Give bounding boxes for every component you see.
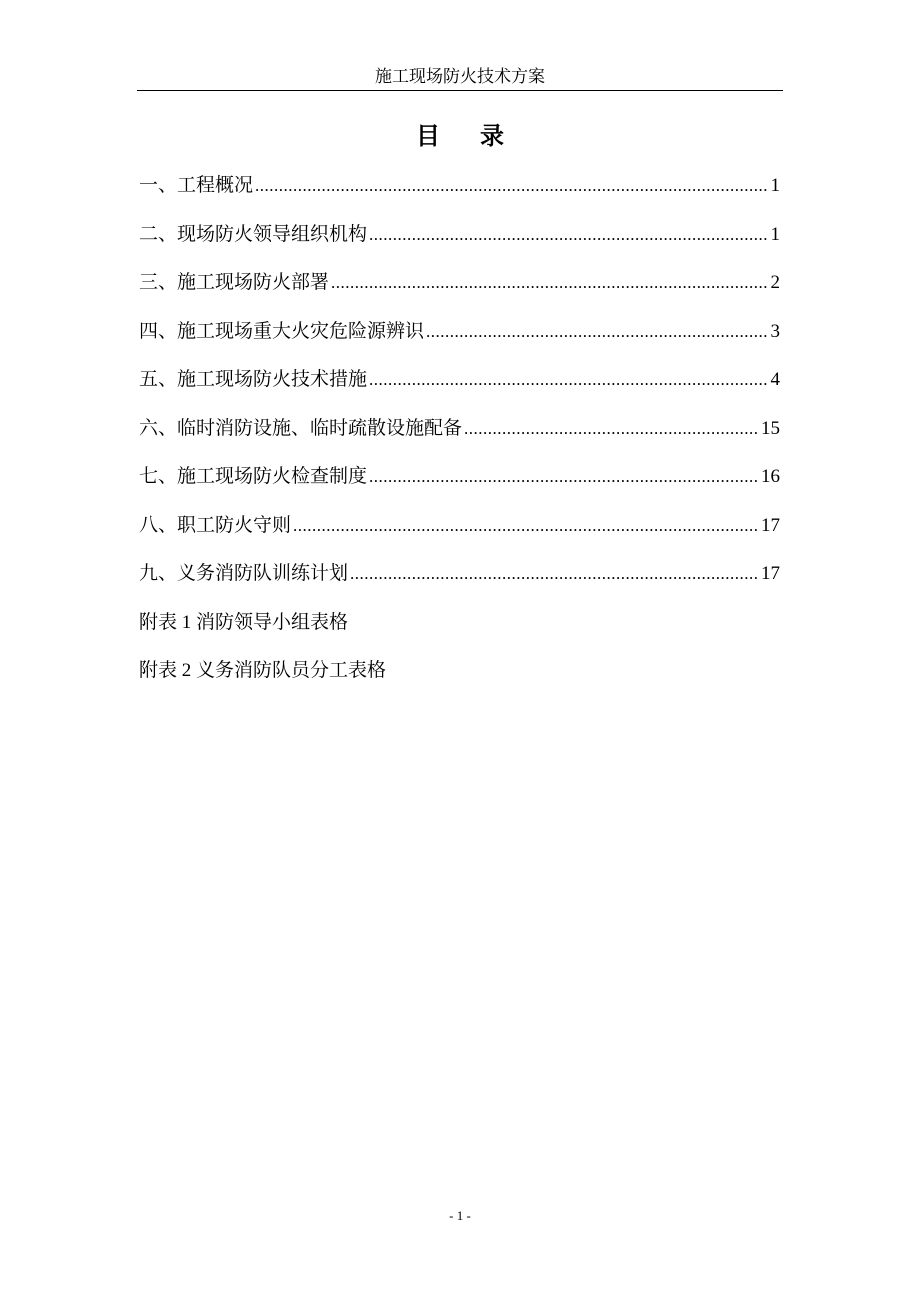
- toc-entry-page: 17: [761, 563, 780, 584]
- toc-entry-page: 15: [761, 417, 780, 439]
- appendix-number: [177, 612, 196, 633]
- toc-entry-label: 九、义务消防队训练计划: [139, 562, 349, 584]
- toc-entry-technical-measures[interactable]: [139, 360, 780, 409]
- toc-entry-organization[interactable]: [139, 215, 780, 264]
- toc-entry-overview[interactable]: [139, 166, 780, 215]
- toc-entry-training-plan[interactable]: [139, 554, 780, 603]
- toc-entry-label: 七、施工现场防火检查制度: [139, 465, 368, 487]
- appendix-number: [177, 660, 196, 681]
- appendix-label: 消防领导小组表格: [196, 610, 349, 633]
- toc-list: [139, 166, 780, 700]
- toc-appendix-2[interactable]: [139, 651, 780, 700]
- toc-entry-page: 16: [761, 466, 780, 487]
- toc-entry-hazard-identification[interactable]: [139, 312, 780, 361]
- toc-entry-inspection-system[interactable]: [139, 457, 780, 506]
- toc-entry-label: 六、临时消防设施、临时疏散设施配备: [139, 416, 463, 439]
- page-header: [137, 64, 783, 91]
- appendix-prefix: 附表: [139, 659, 178, 681]
- toc-dot-leader: [369, 458, 759, 496]
- appendix-number-value: 2: [181, 660, 192, 681]
- toc-dot-leader: [369, 361, 768, 399]
- appendix-prefix: 附表: [139, 610, 178, 633]
- toc-appendix-1[interactable]: [139, 603, 780, 652]
- toc-entry-page: 3: [770, 320, 780, 342]
- toc-entry-label: 四、施工现场重大火灾危险源辨识: [139, 319, 425, 342]
- toc-entry-label: 八、职工防火守则: [139, 513, 292, 536]
- toc-entry-label: 一、工程概况: [139, 174, 254, 196]
- toc-entry-label: 五、施工现场防火技术措施: [139, 368, 368, 390]
- toc-entry-page: 2: [770, 272, 780, 293]
- toc-entry-temporary-facilities[interactable]: [139, 409, 780, 458]
- toc-dot-leader: [255, 167, 768, 205]
- page-footer: [0, 1206, 920, 1226]
- toc-title: [0, 118, 920, 154]
- header-title: 施工现场防火技术方案: [375, 67, 545, 87]
- toc-dot-leader: [350, 555, 759, 593]
- toc-entry-page: 1: [770, 223, 780, 245]
- footer-page-number: - 1 -: [449, 1208, 471, 1223]
- toc-dot-leader: [426, 313, 768, 351]
- toc-title-right: 录: [480, 121, 504, 150]
- toc-dot-leader: [369, 216, 768, 254]
- toc-dot-leader: [293, 507, 759, 545]
- toc-entry-deployment[interactable]: [139, 263, 780, 312]
- appendix-number-value: 1: [181, 611, 192, 633]
- toc-entry-page: 1: [770, 175, 780, 196]
- toc-dot-leader: [464, 410, 759, 448]
- appendix-label: 义务消防队员分工表格: [196, 659, 387, 681]
- toc-entry-staff-rules[interactable]: [139, 506, 780, 555]
- toc-title-left: 目: [416, 121, 440, 150]
- toc-entry-page: 4: [770, 369, 780, 390]
- toc-entry-label: 二、现场防火领导组织机构: [139, 222, 368, 245]
- toc-dot-leader: [331, 264, 768, 302]
- toc-entry-label: 三、施工现场防火部署: [139, 271, 330, 293]
- toc-entry-page: 17: [761, 514, 780, 536]
